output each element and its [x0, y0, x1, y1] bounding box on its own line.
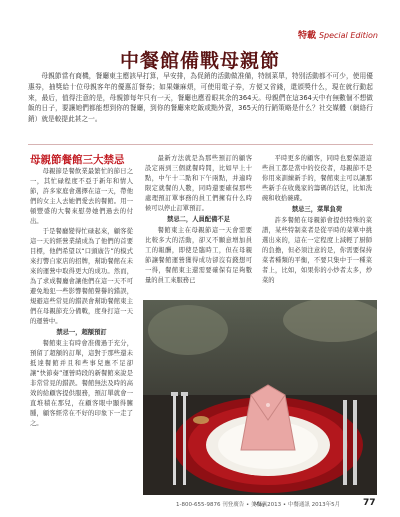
subheading-taboo-1: 禁忌一，超額預訂 — [56, 329, 107, 336]
subheading-taboo-3: 禁忌三，菜單負荷 — [291, 206, 343, 213]
column-2 — [145, 154, 252, 286]
article-intro — [28, 71, 373, 125]
col2-paragraph-2: 餐館東主在母親節這一天會需要比較多大的活動，卻又不願意增加員工的報酬，即使是臨時工，但在母親節讓餐館運營獲得成功卻沒有錢想可一得，餐館東主還需要確保有足夠數量的員工來服務已 — [145, 227, 252, 284]
column-1 — [30, 167, 133, 429]
intro-paragraph: 母親節當有商機，餐廳東主應該早打算，早安排，為促銷的活動做准備，特制菜單，特別活動都不可少，使用優惠券，抽獎給十位母親客年的優惠訂餐券；如果嫌麻煩，可使用電子券，方便又省錢，還頒獎什么，現在就行動起來，最后，值得注意的是，母親節每年只有一天，餐廳也應看眼其余的364天。母親們在這364天中有無數個不想做飯的日子，要讓她們都能想到你的餐廳，到你的餐廳來吃飯或點外賣，365天的行銷策略是什么？社交媒體（網絡行銷）就是較提此甚之一。 — [28, 72, 373, 124]
col1-paragraph-1: 母親節是餐飲業最繁忙的節日之一，其忙碌程度不亞于新年和情人節，許多家庭會選擇在這一天，帶他們的女主人去她們愛去的餐館。用一頓豐盛的大餐來慰勞她們過去的付出。 — [30, 168, 133, 225]
col1-paragraph-3: 餐館東主有時會准備過于充分，預留了超額的訂單，這對于那些還未抵達餐館并且和些事兒應不足卻讓“快節奏”運營時段的新餐館來說是非常常見的錯誤。餐館無法及時的高效的給顧客提供服務，預訂單就會一直堆積在那兒，在顧客眼中顯得臃腫，顧客經常在不好的印象下一走了之。 — [30, 340, 133, 427]
col1-paragraph-2: 于是餐廳變得忙碌起來，顧客從這一天的經營業績成為了他們的首要目標，他們希望以“口頭廣告”的模式來打響自家店的招牌，幫助餐館在未來的運營中取得更大的成功。然而，為了求成餐廳會讓他們在這一天不可避免地犯一些影響餐館聲譽的錯誤，規避這些常見的錯誤會幫助餐館東主們在母親節充分備戰，度身打這一天的運營中。 — [30, 228, 133, 325]
column-3 — [262, 154, 372, 286]
divider — [28, 144, 373, 145]
footer-phone: 1-800-655-9876 刊登廣告 • 美餐族 — [176, 502, 268, 508]
section-heading: 母親節餐館三大禁忌 — [30, 154, 125, 166]
section-tag-en: Special Edition — [318, 31, 378, 40]
table-setting-illustration — [143, 300, 377, 495]
section-tag — [298, 28, 378, 41]
footer-issue: May 2013 • 中餐通訊 2013年5月 — [254, 502, 341, 508]
table-setting-photo — [143, 300, 377, 495]
col3-paragraph-1: 平時更多的顧客，同時也要保證這些員工都是當中的佼佼者，母親節不是你用來訓練新手的，餐館東主可以讓那些新手在收幾家的籌碼的活兒，比如洗碗和收拾碗碟。 — [262, 155, 372, 202]
subheading-taboo-2: 禁忌二，人員配備不足 — [167, 216, 230, 223]
page-number: 77 — [363, 498, 376, 508]
article-title: 中餐館備戰母親節 — [119, 50, 280, 72]
col3-paragraph-2: 許多餐館在母親節會提供特殊的菜譜，某些特制菜者是從平時的菜單中挑選出來的，這在一定程度上減輕了厨師的負擔，但必須注意的是，你需要保持菜者種類的平衡，不要只集中于一種菜者上，比如，如果你的小炒者太多，炒菜的 — [262, 217, 372, 284]
col2-paragraph-1: 最新方法就是為那些預訂的顧客設定兩到三個就餐時間，比如早上十點，中午十二點和下午兩點，并適時限定就餐的人數，同時還要確保那些處理預訂單事務的員工們擁有什么時候可以停止訂單預訂。 — [145, 155, 252, 212]
section-tag-zh: 特載 — [297, 31, 316, 41]
